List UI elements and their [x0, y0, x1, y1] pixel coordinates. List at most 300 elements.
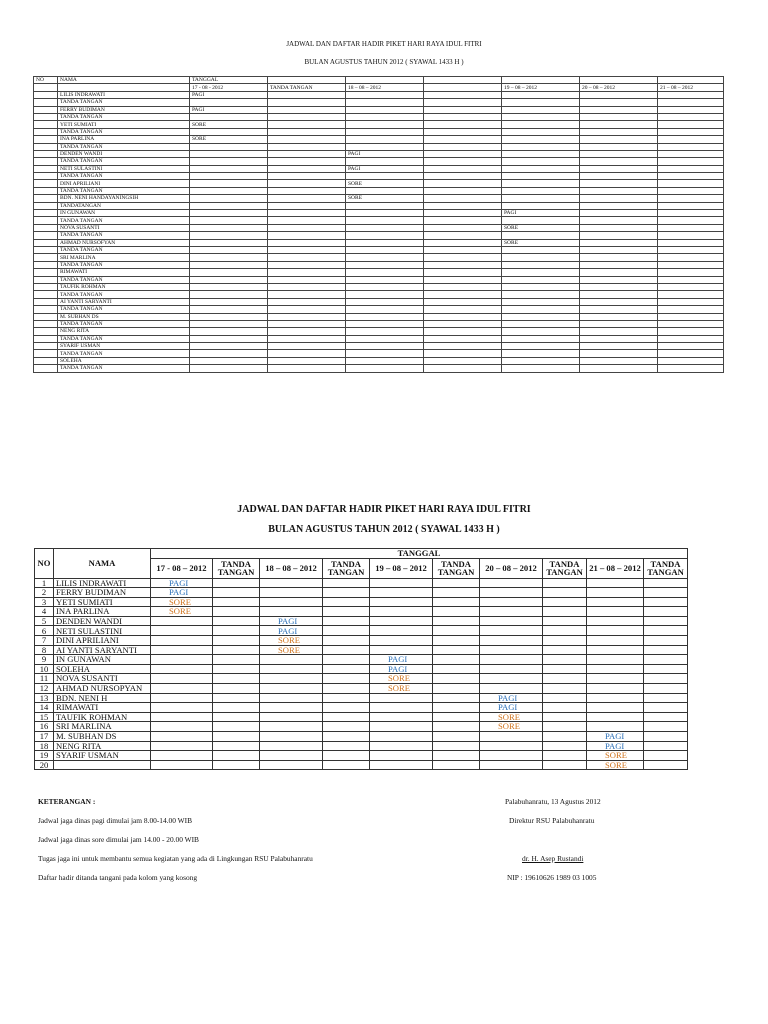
shift-cell — [587, 703, 644, 713]
table-row — [34, 180, 724, 187]
shift-cell — [424, 283, 502, 290]
shift-cell — [268, 210, 346, 217]
shift-cell — [424, 121, 502, 128]
shift-cell — [151, 645, 213, 655]
no-cell — [34, 254, 58, 261]
signature-cell[interactable] — [433, 655, 480, 665]
table-row — [34, 173, 724, 180]
shift-cell — [268, 187, 346, 194]
table-row — [35, 645, 688, 655]
signature-cell[interactable] — [213, 597, 260, 607]
signature-cell[interactable] — [433, 712, 480, 722]
signature-cell[interactable] — [543, 578, 587, 588]
name-cell: TANDA TANGAN — [58, 217, 190, 224]
signature-cell[interactable] — [644, 588, 688, 598]
shift-cell: SORE — [346, 180, 424, 187]
signature-cell[interactable] — [323, 588, 370, 598]
shift-cell — [346, 306, 424, 313]
table-row — [34, 224, 724, 231]
signature-cell[interactable] — [323, 732, 370, 742]
name-cell: DINI APRILIANI — [58, 180, 190, 187]
name-cell: TANDATANGAN — [58, 202, 190, 209]
no-cell: 13 — [35, 693, 54, 703]
signature-cell[interactable] — [213, 741, 260, 751]
shift-cell — [480, 732, 543, 742]
shift-cell — [260, 712, 323, 722]
bottom-header-date: 21 – 08 – 2012 — [587, 558, 644, 578]
shift-cell — [424, 343, 502, 350]
signature-cell[interactable] — [644, 732, 688, 742]
shift-cell — [580, 239, 658, 246]
signature-cell[interactable] — [213, 626, 260, 636]
no-cell — [34, 246, 58, 253]
table-row — [34, 283, 724, 290]
signature-cell[interactable] — [323, 597, 370, 607]
signature-cell[interactable] — [644, 741, 688, 751]
shift-cell — [424, 246, 502, 253]
signature-cell[interactable] — [543, 588, 587, 598]
shift-cell — [190, 350, 268, 357]
no-cell — [34, 291, 58, 298]
signature-cell[interactable] — [543, 760, 587, 770]
signature-cell[interactable] — [644, 616, 688, 626]
signature-cell[interactable] — [433, 684, 480, 694]
signature-cell[interactable] — [644, 636, 688, 646]
signature-cell[interactable] — [213, 645, 260, 655]
name-cell: AI YANTI SARYANTI — [58, 298, 190, 305]
no-cell — [34, 202, 58, 209]
signature-cell[interactable] — [433, 626, 480, 636]
shift-cell — [151, 712, 213, 722]
signature-cell[interactable] — [644, 578, 688, 588]
signature-cell[interactable] — [213, 703, 260, 713]
table-row — [35, 751, 688, 761]
shift-cell: PAGI — [587, 732, 644, 742]
shift-cell — [480, 607, 543, 617]
shift-cell — [580, 254, 658, 261]
table-row — [34, 113, 724, 120]
name-cell: TANDA TANGAN — [58, 350, 190, 357]
shift-cell — [502, 150, 580, 157]
table-row — [34, 232, 724, 239]
shift-cell — [502, 99, 580, 106]
shift-cell — [580, 283, 658, 290]
shift-cell — [580, 165, 658, 172]
signature-cell[interactable] — [213, 636, 260, 646]
signature-cell[interactable] — [323, 684, 370, 694]
shift-cell — [658, 165, 724, 172]
shift-cell — [346, 239, 424, 246]
shift-cell — [268, 136, 346, 143]
signature-cell[interactable] — [644, 722, 688, 732]
shift-cell — [502, 335, 580, 342]
top-header-date: 18 – 08 – 2012 — [346, 84, 424, 91]
shift-cell — [268, 239, 346, 246]
shift-cell — [658, 99, 724, 106]
shift-cell — [190, 143, 268, 150]
table-row — [35, 588, 688, 598]
shift-cell — [346, 187, 424, 194]
top-title: JADWAL DAN DAFTAR HADIR PIKET HARI RAYA IDUL FITRI — [286, 40, 482, 48]
signature-cell[interactable] — [433, 703, 480, 713]
signature-cell[interactable] — [433, 760, 480, 770]
bottom-header-date: 19 – 08 – 2012 — [370, 558, 433, 578]
shift-cell — [346, 261, 424, 268]
shift-cell — [260, 578, 323, 588]
name-cell: TANDA TANGAN — [58, 261, 190, 268]
table-row — [34, 210, 724, 217]
shift-cell — [658, 254, 724, 261]
signature-cell[interactable] — [213, 674, 260, 684]
shift-cell — [502, 276, 580, 283]
signature-cell[interactable] — [323, 664, 370, 674]
signature-cell[interactable] — [543, 626, 587, 636]
shift-cell — [424, 291, 502, 298]
shift-cell: SORE — [587, 751, 644, 761]
signature-cell[interactable] — [433, 645, 480, 655]
table-row — [35, 626, 688, 636]
shift-cell — [190, 246, 268, 253]
name-cell: SOLEHA — [54, 664, 151, 674]
bottom-title: JADWAL DAN DAFTAR HADIR PIKET HARI RAYA IDUL FITRI — [237, 504, 531, 515]
shift-cell — [346, 291, 424, 298]
shift-cell — [190, 187, 268, 194]
shift-cell — [151, 636, 213, 646]
shift-cell — [587, 636, 644, 646]
signature-cell[interactable] — [213, 655, 260, 665]
name-cell: DINI APRILIANI — [54, 636, 151, 646]
bottom-header-date: 20 – 08 – 2012 — [480, 558, 543, 578]
signature-cell[interactable] — [323, 712, 370, 722]
shift-cell — [658, 224, 724, 231]
shift-cell — [658, 180, 724, 187]
signature-cell[interactable] — [543, 636, 587, 646]
shift-cell — [580, 357, 658, 364]
signature-cell[interactable] — [543, 741, 587, 751]
signature-cell[interactable] — [644, 597, 688, 607]
table-row — [35, 674, 688, 684]
shift-cell — [268, 365, 346, 372]
signature-cell[interactable] — [644, 664, 688, 674]
signature-cell[interactable] — [323, 741, 370, 751]
signature-cell[interactable] — [543, 655, 587, 665]
shift-cell — [502, 187, 580, 194]
shift-cell — [424, 306, 502, 313]
shift-cell — [580, 202, 658, 209]
shift-cell — [268, 254, 346, 261]
signature-cell[interactable] — [543, 732, 587, 742]
signature-cell[interactable] — [543, 751, 587, 761]
shift-cell — [268, 202, 346, 209]
shift-cell — [346, 143, 424, 150]
shift-cell: PAGI — [190, 91, 268, 98]
shift-cell — [268, 343, 346, 350]
shift-cell — [268, 269, 346, 276]
signature-cell[interactable] — [213, 616, 260, 626]
shift-cell — [268, 298, 346, 305]
no-cell — [34, 365, 58, 372]
signature-cell[interactable] — [433, 674, 480, 684]
signature-cell[interactable] — [543, 597, 587, 607]
shift-cell — [502, 158, 580, 165]
shift-cell — [502, 313, 580, 320]
shift-cell — [658, 136, 724, 143]
name-cell: TANDA TANGAN — [58, 187, 190, 194]
signature-cell[interactable] — [644, 760, 688, 770]
signature-cell[interactable] — [543, 664, 587, 674]
signature-cell[interactable] — [323, 607, 370, 617]
signature-cell[interactable] — [323, 578, 370, 588]
name-cell: M. SUBHAN DS — [58, 313, 190, 320]
table-row — [34, 136, 724, 143]
signature-cell[interactable] — [323, 693, 370, 703]
name-cell: SYARIF USMAN — [58, 343, 190, 350]
no-cell — [34, 357, 58, 364]
table-row — [34, 261, 724, 268]
shift-cell — [658, 246, 724, 253]
shift-cell — [190, 239, 268, 246]
table-row — [34, 128, 724, 135]
shift-cell — [580, 128, 658, 135]
shift-cell: PAGI — [346, 165, 424, 172]
signature-cell[interactable] — [644, 655, 688, 665]
signature-cell[interactable] — [323, 636, 370, 646]
shift-cell — [424, 143, 502, 150]
shift-cell — [260, 655, 323, 665]
shift-cell — [502, 136, 580, 143]
no-cell — [34, 343, 58, 350]
shift-cell — [502, 217, 580, 224]
shift-cell — [502, 357, 580, 364]
shift-cell — [580, 173, 658, 180]
signature-cell[interactable] — [213, 607, 260, 617]
shift-cell — [190, 99, 268, 106]
signature-place-date: Palabuhanratu, 13 Agustus 2012 — [505, 797, 601, 806]
name-cell: TANDA TANGAN — [58, 291, 190, 298]
top-header-date: 19 – 08 – 2012 — [502, 84, 580, 91]
shift-cell — [658, 91, 724, 98]
shift-cell — [268, 276, 346, 283]
name-cell: SYARIF USMAN — [54, 751, 151, 761]
table-row — [35, 741, 688, 751]
signature-cell[interactable] — [433, 578, 480, 588]
shift-cell — [587, 626, 644, 636]
signature-cell[interactable] — [213, 693, 260, 703]
signature-cell[interactable] — [213, 588, 260, 598]
name-cell: INA PARLINA — [54, 607, 151, 617]
bottom-header-tanggal: TANGGAL — [151, 549, 688, 559]
signature-cell[interactable] — [543, 645, 587, 655]
shift-cell — [346, 217, 424, 224]
shift-cell — [370, 578, 433, 588]
shift-cell — [151, 760, 213, 770]
signature-nip: NIP : 19610626 1989 03 1005 — [507, 873, 597, 882]
no-cell — [34, 210, 58, 217]
bottom-subtitle: BULAN AGUSTUS TAHUN 2012 ( SYAWAL 1433 H ) — [268, 524, 500, 535]
signature-cell[interactable] — [433, 636, 480, 646]
signature-cell[interactable] — [543, 607, 587, 617]
signature-cell[interactable] — [433, 616, 480, 626]
signature-cell[interactable] — [213, 751, 260, 761]
signature-cell[interactable] — [433, 693, 480, 703]
signature-cell[interactable] — [213, 732, 260, 742]
shift-cell — [346, 224, 424, 231]
signature-cell[interactable] — [213, 578, 260, 588]
bottom-schedule-table — [34, 548, 688, 770]
signature-cell[interactable] — [323, 645, 370, 655]
shift-cell — [424, 313, 502, 320]
name-cell: INA PARLINA — [58, 136, 190, 143]
signature-cell[interactable] — [543, 722, 587, 732]
signature-cell[interactable] — [644, 751, 688, 761]
shift-cell — [424, 202, 502, 209]
signature-cell[interactable] — [323, 655, 370, 665]
no-cell: 16 — [35, 722, 54, 732]
signature-cell[interactable] — [543, 684, 587, 694]
top-header-row-1 — [34, 77, 724, 84]
shift-cell — [268, 350, 346, 357]
signature-cell[interactable] — [644, 712, 688, 722]
shift-cell — [260, 703, 323, 713]
signature-cell[interactable] — [433, 722, 480, 732]
shift-cell — [480, 645, 543, 655]
table-row — [35, 616, 688, 626]
signature-cell[interactable] — [644, 626, 688, 636]
shift-cell — [502, 195, 580, 202]
table-row — [34, 357, 724, 364]
table-row — [35, 712, 688, 722]
signature-cell[interactable] — [543, 712, 587, 722]
signature-cell[interactable] — [543, 616, 587, 626]
shift-cell: SORE — [587, 760, 644, 770]
shift-cell — [658, 328, 724, 335]
name-cell: NENG RITA — [54, 741, 151, 751]
table-row — [34, 165, 724, 172]
shift-cell — [658, 335, 724, 342]
signature-cell[interactable] — [644, 684, 688, 694]
shift-cell — [346, 365, 424, 372]
table-row — [34, 99, 724, 106]
shift-cell — [580, 269, 658, 276]
signature-cell[interactable] — [433, 741, 480, 751]
no-cell — [34, 173, 58, 180]
signature-cell[interactable] — [323, 760, 370, 770]
no-cell — [34, 136, 58, 143]
shift-cell — [424, 335, 502, 342]
shift-cell — [424, 261, 502, 268]
shift-cell — [268, 224, 346, 231]
table-row — [35, 607, 688, 617]
shift-cell — [190, 150, 268, 157]
shift-cell: PAGI — [502, 210, 580, 217]
shift-cell — [580, 306, 658, 313]
shift-cell — [480, 597, 543, 607]
signature-cell[interactable] — [213, 684, 260, 694]
shift-cell — [190, 232, 268, 239]
signature-cell[interactable] — [644, 693, 688, 703]
shift-cell — [502, 283, 580, 290]
shift-cell — [587, 684, 644, 694]
signature-cell[interactable] — [323, 703, 370, 713]
shift-cell: SORE — [151, 607, 213, 617]
no-cell — [34, 298, 58, 305]
table-row — [34, 269, 724, 276]
shift-cell — [370, 760, 433, 770]
signature-cell[interactable] — [644, 607, 688, 617]
signature-name: dr. H. Asep Rustandi — [522, 854, 584, 863]
signature-cell[interactable] — [433, 607, 480, 617]
shift-cell — [502, 261, 580, 268]
signature-cell[interactable] — [323, 674, 370, 684]
signature-cell[interactable] — [433, 588, 480, 598]
note-sore: Jadwal jaga dinas sore dimulai jam 14.00 - 20.00 WIB — [38, 835, 199, 844]
signature-cell[interactable] — [433, 751, 480, 761]
shift-cell — [502, 298, 580, 305]
shift-cell — [480, 674, 543, 684]
shift-cell — [260, 664, 323, 674]
signature-cell[interactable] — [644, 674, 688, 684]
signature-cell[interactable] — [213, 712, 260, 722]
shift-cell — [658, 291, 724, 298]
shift-cell — [268, 158, 346, 165]
shift-cell — [190, 202, 268, 209]
signature-cell[interactable] — [433, 597, 480, 607]
name-cell: TANDA TANGAN — [58, 158, 190, 165]
signature-cell[interactable] — [323, 722, 370, 732]
shift-cell — [580, 106, 658, 113]
signature-cell[interactable] — [213, 760, 260, 770]
shift-cell — [658, 187, 724, 194]
signature-cell[interactable] — [213, 722, 260, 732]
shift-cell — [502, 269, 580, 276]
signature-cell[interactable] — [543, 693, 587, 703]
name-cell: TANDA TANGAN — [58, 335, 190, 342]
table-row — [34, 158, 724, 165]
name-cell: BDN. NENI HANDAYANINGSIH — [58, 195, 190, 202]
no-cell — [34, 313, 58, 320]
top-header-no: NO — [34, 77, 58, 84]
shift-cell — [268, 99, 346, 106]
no-cell: 11 — [35, 674, 54, 684]
shift-cell — [370, 741, 433, 751]
shift-cell — [480, 664, 543, 674]
shift-cell — [190, 158, 268, 165]
shift-cell — [580, 313, 658, 320]
signature-cell[interactable] — [323, 626, 370, 636]
signature-cell[interactable] — [433, 732, 480, 742]
signature-cell[interactable] — [644, 645, 688, 655]
shift-cell — [580, 320, 658, 327]
signature-cell[interactable] — [433, 664, 480, 674]
signature-cell[interactable] — [323, 751, 370, 761]
shift-cell — [260, 732, 323, 742]
shift-cell — [424, 173, 502, 180]
shift-cell — [587, 607, 644, 617]
shift-cell — [480, 684, 543, 694]
signature-cell[interactable] — [213, 664, 260, 674]
signature-cell[interactable] — [323, 616, 370, 626]
shift-cell — [658, 202, 724, 209]
bottom-header-sign: TANDA TANGAN — [213, 558, 260, 578]
shift-cell — [580, 195, 658, 202]
shift-cell — [190, 365, 268, 372]
name-cell: AHMAD NURSOPYAN — [54, 684, 151, 694]
shift-cell — [502, 128, 580, 135]
signature-cell[interactable] — [543, 703, 587, 713]
signature-cell[interactable] — [644, 703, 688, 713]
shift-cell — [502, 91, 580, 98]
signature-cell[interactable] — [543, 674, 587, 684]
